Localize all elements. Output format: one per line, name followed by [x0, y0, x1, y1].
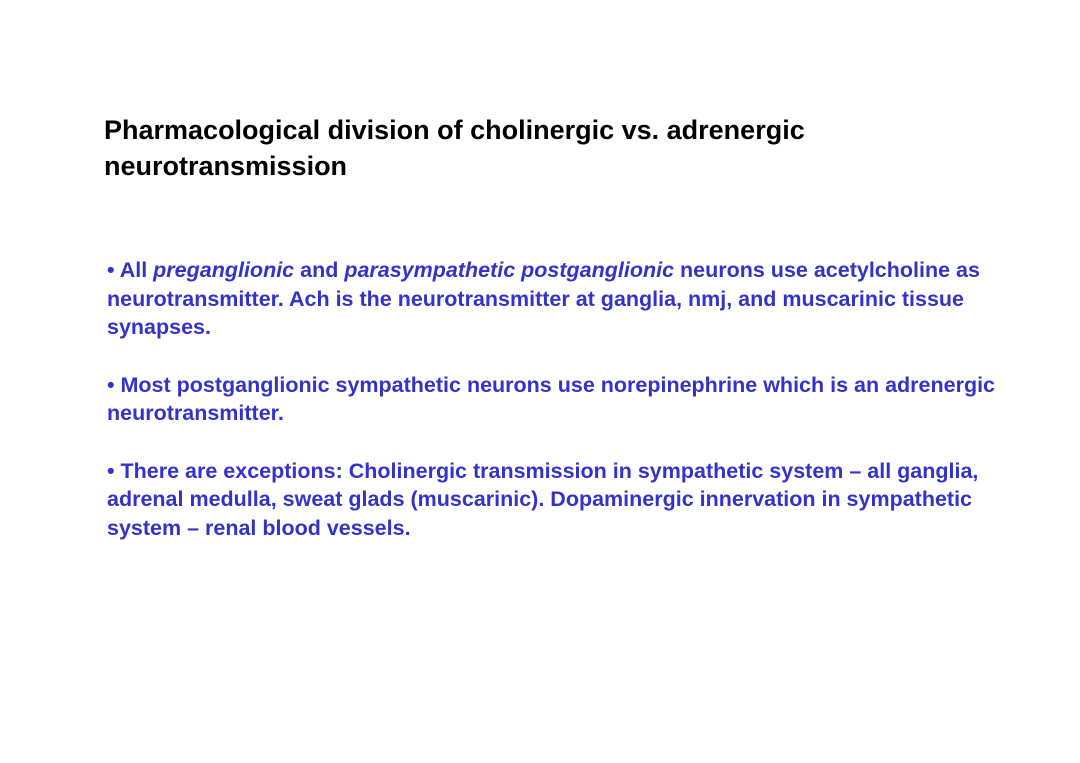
bullet-text-segment: Most postganglionic sympathetic neurons use norepinephrine which is an adrenergic neurotransmitter. [107, 372, 996, 425]
bullet-text-segment: and [294, 258, 345, 282]
bullet-item [107, 256, 1047, 342]
bullet-item [107, 371, 1047, 428]
bullet-list [107, 256, 1047, 571]
bullet-marker: • [107, 458, 115, 483]
bullet-item [107, 457, 1047, 543]
bullet-marker: • [107, 372, 115, 397]
slide-title: Pharmacological division of cholinergic vs. adrenergic neurotransmission [104, 115, 805, 181]
bullet-marker: • [107, 258, 115, 282]
bullet-text-italic: preganglionic [153, 258, 295, 282]
bullet-text-italic: parasympathetic postganglionic [344, 258, 675, 282]
bullet-text-segment: There are exceptions: Cholinergic transmission in sympathetic system – all ganglia, adrenal medulla, sweat glads (muscarinic). Dopaminergic innervation in sympathetic system – renal blood vessels. [107, 458, 979, 540]
bullet-text-segment: neurons use acetylcholine as neurotransmitter. Ach is the neurotransmitter at ganglia, nmj, and muscarinic tissue synapses. [107, 258, 980, 339]
bullet-text-segment: All [119, 258, 154, 282]
